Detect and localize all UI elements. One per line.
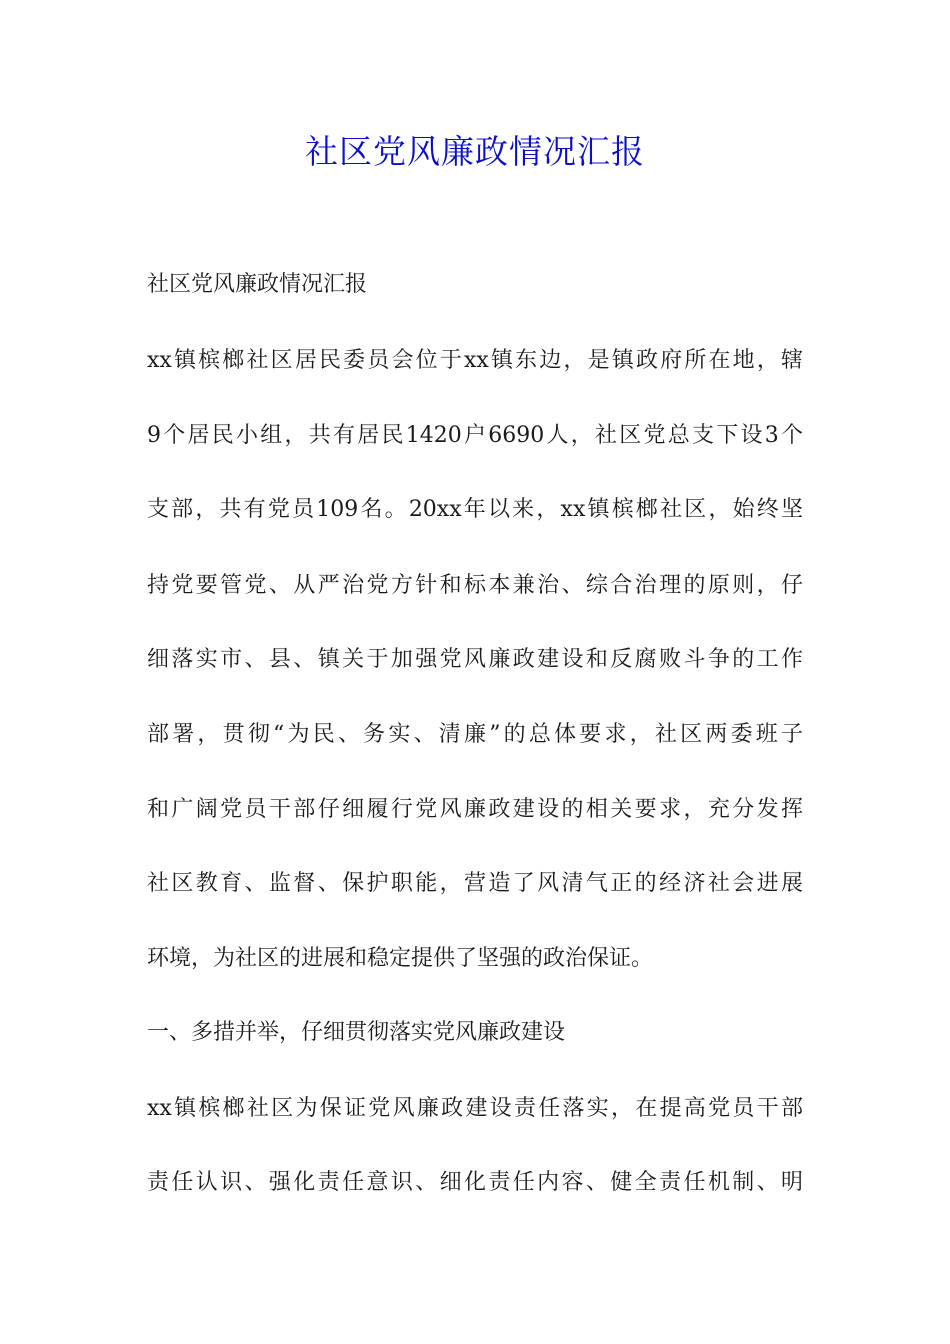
body-line: 环境，为社区的进展和稳定提供了坚强的政治保证。 bbox=[147, 946, 654, 971]
body-line: 责任认识、强化责任意识、细化责任内容、健全责任机制、明 bbox=[147, 1170, 803, 1195]
section-heading: 一、多措并举，仔细贯彻落实党风廉政建设 bbox=[147, 1020, 566, 1045]
body-line: 部署，贯彻“为民、务实、清廉”的总体要求，社区两委班子 bbox=[147, 722, 803, 747]
body-line: 9个居民小组，共有居民1420户6690人，社区党总支下设3个 bbox=[147, 423, 803, 448]
body-line: 持党要管党、从严治党方针和标本兼治、综合治理的原则，仔 bbox=[147, 573, 803, 598]
document-title: 社区党风廉政情况汇报 bbox=[305, 132, 645, 171]
body-line: 社区教育、监督、保护职能，营造了风清气正的经济社会进展 bbox=[147, 871, 803, 896]
body-line: 和广阔党员干部仔细履行党风廉政建设的相关要求，充分发挥 bbox=[147, 797, 803, 822]
body-line: 支部，共有党员109名。20xx年以来，xx镇槟榔社区，始终坚 bbox=[147, 497, 803, 522]
body-line: xx镇槟榔社区为保证党风廉政建设责任落实，在提高党员干部 bbox=[147, 1096, 803, 1121]
body-line: xx镇槟榔社区居民委员会位于xx镇东边，是镇政府所在地，辖 bbox=[147, 348, 803, 373]
body-line: 细落实市、县、镇关于加强党风廉政建设和反腐败斗争的工作 bbox=[147, 647, 803, 672]
subtitle-line: 社区党风廉政情况汇报 bbox=[147, 272, 368, 297]
